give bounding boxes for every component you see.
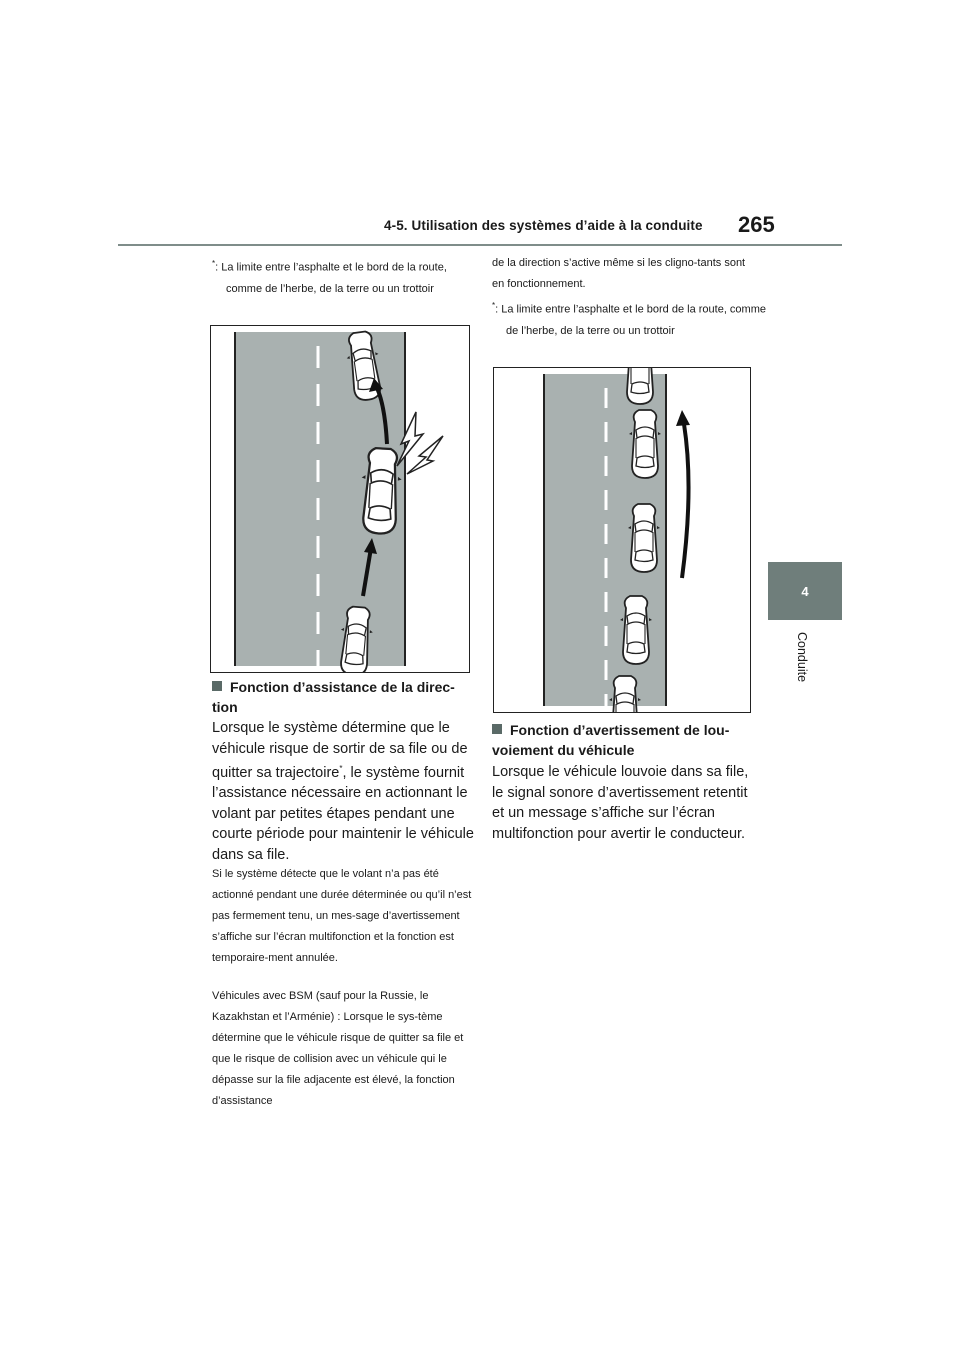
- section-title: 4-5. Utilisation des systèmes d’aide à la conduite: [384, 218, 703, 233]
- footnote-right: [492, 295, 768, 342]
- footnote-text: : La limite entre l’asphalte et le bord de la route, comme de l’herbe, de la terre ou un trottoir: [215, 261, 447, 295]
- footnote-marker: *: [212, 259, 216, 268]
- heading-steering-assist: Fonction d’assistance de la direc-tion: [212, 679, 455, 715]
- footnote-marker: *: [339, 764, 343, 773]
- footnote-left: [212, 253, 484, 300]
- car-icon: [620, 596, 652, 664]
- square-bullet-icon: [492, 724, 502, 734]
- chapter-label: Conduite: [795, 632, 809, 683]
- footnote-marker: *: [492, 301, 496, 310]
- paragraph-steering-assist: Lorsque le système détermine que le véhicule risque de sortir de sa file ou de quitter sa trajectoire*, le système fournit l’assistance nécessaire en actionnant le volant par petites étapes pendant une courte période pour maintenir le véhicule dans sa file.: [212, 720, 474, 863]
- chapter-number: 4: [801, 583, 809, 599]
- square-bullet-icon: [212, 681, 222, 691]
- car-icon: [629, 410, 661, 478]
- page-number: 265: [738, 212, 775, 237]
- chapter-tab[interactable]: [768, 562, 842, 620]
- lane-departure-figure: [210, 325, 470, 673]
- sway-warning-figure: [493, 367, 751, 713]
- heading-sway-warning: Fonction d’avertissement de lou-voiement du véhicule: [492, 722, 730, 758]
- car-icon: [609, 676, 641, 712]
- paragraph-sway-warning: Lorsque le véhicule louvoie dans sa file, le signal sonore d’avertissement retentit et un message s’affiche sur l’écran multifonction pour avertir le conducteur.: [492, 764, 749, 842]
- car-icon: [624, 368, 656, 404]
- car-icon: [628, 504, 660, 572]
- continuation-text: de la direction s’active même si les cligno-tants sont en fonctionnement.: [492, 257, 746, 290]
- header-divider: [118, 244, 842, 246]
- footnote-text: : La limite entre l’asphalte et le bord de la route, comme de l’herbe, de la terre ou un trottoir: [495, 303, 766, 337]
- note-steering-hold: Si le système détecte que le volant n’a pas été actionné pendant une durée déterminée ou qu’il n’est pas fermement tenu, un mes-sage d’avertissement s’affiche sur l’écran multifonction et la fonction est temporaire-ment annulée.: [212, 868, 472, 964]
- note-bsm: Véhicules avec BSM (sauf pour la Russie, le Kazakhstan et l’Arménie) : Lorsque le sys-tème détermine que le véhicule risque de quitter sa file et que le risque de collision avec un véhicule qui le dépasse sur la file adjacente est élevé, la fonction d’assistance: [212, 990, 464, 1107]
